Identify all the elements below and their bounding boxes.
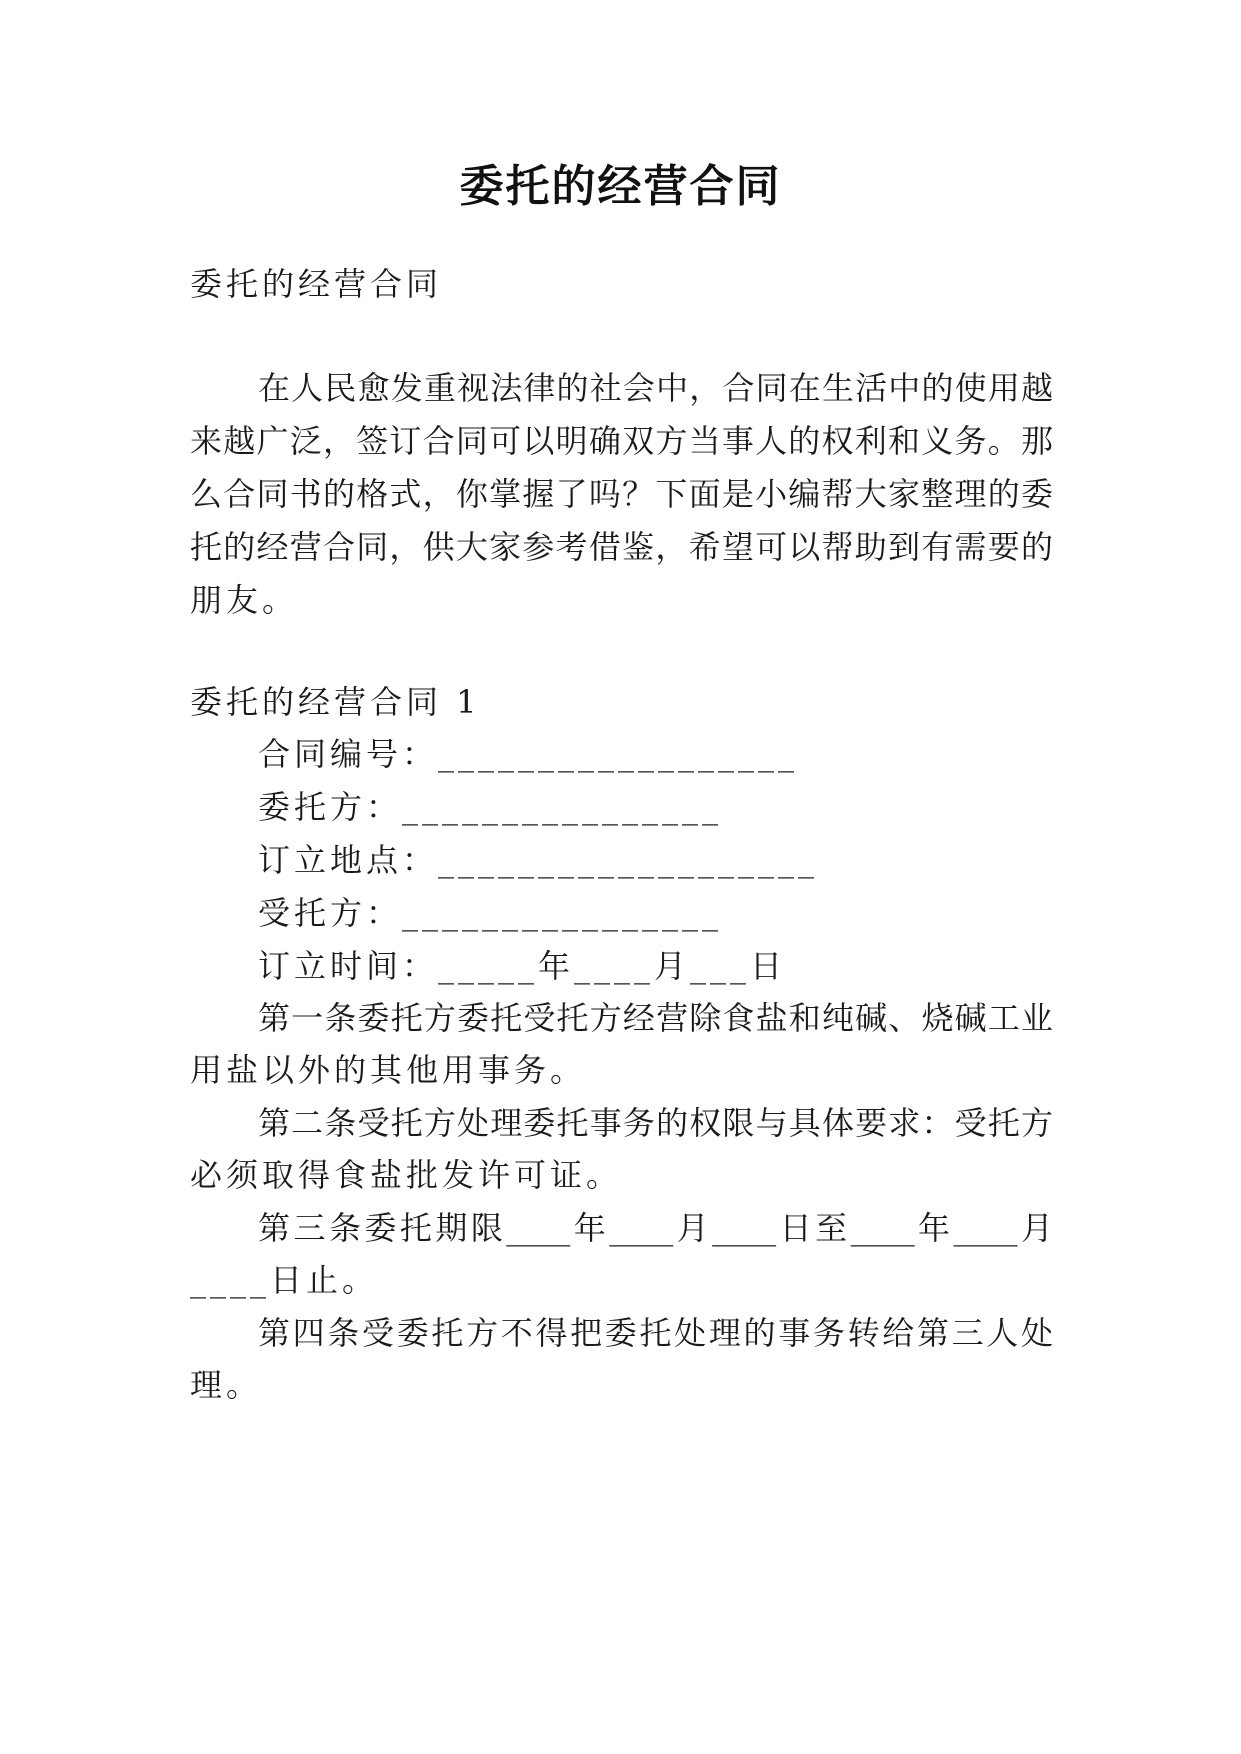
- field-entrusting-party: 委托方：________________: [258, 788, 723, 826]
- field-signing-time: 订立时间：_____年____月___日: [258, 947, 787, 985]
- article-4-line-2: 理。: [190, 1366, 263, 1404]
- intro-line-2: 来越广泛，签订合同可以明确双方当事人的权利和义务。那: [190, 422, 1053, 460]
- document-subtitle: 委托的经营合同: [190, 265, 443, 303]
- intro-line-5: 朋友。: [190, 581, 299, 619]
- intro-line-3: 么合同书的格式，你掌握了吗？下面是小编帮大家整理的委: [190, 475, 1053, 513]
- intro-line-4: 托的经营合同，供大家参考借鉴，希望可以帮助到有需要的: [190, 528, 1053, 566]
- article-2-line-1: 第二条受托方处理委托事务的权限与具体要求：受托方: [258, 1104, 1053, 1142]
- article-1-line-2: 用盐以外的其他用事务。: [190, 1051, 587, 1089]
- article-3-line-2: ____日止。: [190, 1261, 379, 1299]
- article-4-line-1: 第四条受委托方不得把委托处理的事务转给第三人处: [258, 1314, 1053, 1352]
- field-contract-number: 合同编号：__________________: [258, 735, 799, 773]
- article-1-line-1: 第一条委托方委托受托方经营除食盐和纯碱、烧碱工业: [258, 999, 1053, 1037]
- article-2-line-2: 必须取得食盐批发许可证。: [190, 1156, 623, 1194]
- document-title: 委托的经营合同: [459, 161, 782, 212]
- field-entrusted-party: 受托方：________________: [258, 894, 723, 932]
- intro-line-1: 在人民愈发重视法律的社会中，合同在生活中的使用越: [258, 369, 1053, 407]
- field-signing-place: 订立地点：___________________: [258, 841, 819, 879]
- article-3-line-1: 第三条委托期限____年____月____日至____年____月: [258, 1209, 1053, 1247]
- section-heading: 委托的经营合同 1: [190, 683, 481, 721]
